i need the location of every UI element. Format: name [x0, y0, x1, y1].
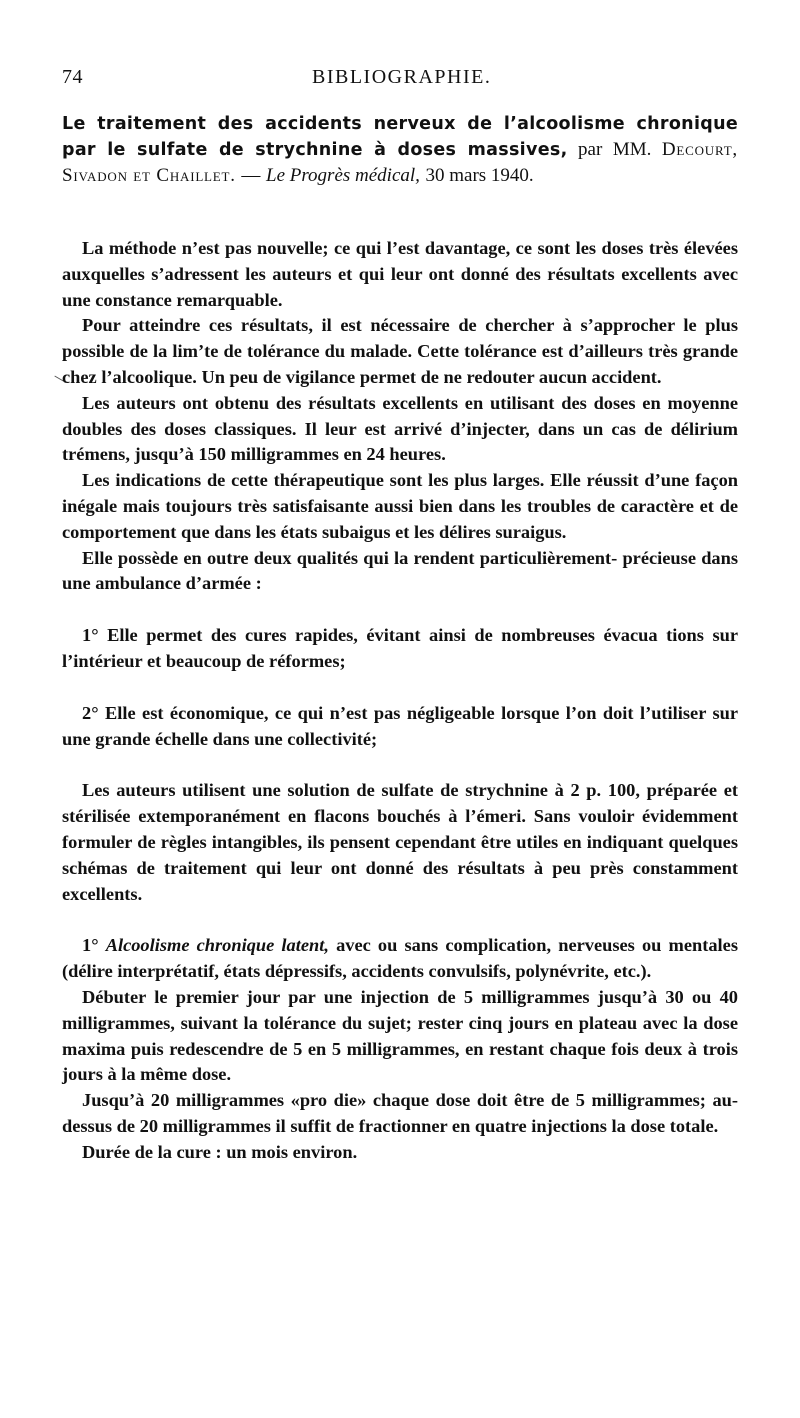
paragraph-tolerance: Pour atteindre ces résultats, il est nécessaire de chercher à s’approcher le plus possible de la lim’te de tolérance du malade. Cette tolérance est d’ailleurs très grande chez l’alcoolique. Un peu de vigilance permet de ne redouter aucun accident. [62, 315, 738, 387]
case-label: Alcoolisme chronique latent, [105, 935, 329, 956]
paragraph-indications: Les indications de cette thérapeutique sont les plus larges. Elle réussit d’une façon inégale mais toujours très satisfaisante aussi bien dans les troubles de caractère et de comportement que dans les états subaigus et les délires suraigus. [62, 470, 738, 542]
list-item-rapid-cures: 1° Elle permet des cures rapides, évitant ainsi de nombreuses évacua tions sur l’intérieur et beaucoup de réformes; [62, 625, 738, 671]
heading-dash: — [241, 165, 261, 186]
authors-prefix: MM. [612, 139, 652, 160]
paragraph-dose-fractioning: Jusqu’à 20 milligrammes «pro die» chaque dose doit être de 5 milligrammes; au-dessus de 20 milligrammes il suffit de fractionner en quatre injections la dose totale. [62, 1090, 738, 1136]
list-item-economic: 2° Elle est économique, ce qui n’est pas négligeable lorsque l’on doit l’utiliser sur une grande échelle dans une collectivité; [62, 702, 738, 749]
paragraph-dosage-schedule: Débuter le premier jour par une injection de 5 milligrammes jusqu’à 30 ou 40 milligrammes, suivant la tolérance du sujet; rester cinq jours en plateau avec la dose maxima puis redescendre de 5 en 5 milligrammes, en restant chaque fois deux à trois jours à la même dose. [62, 986, 738, 1085]
paragraph-qualities: Elle possède en outre deux qualités qui la rendent particulièrement- précieuse dans une ambulance d’armée : [62, 547, 738, 594]
paragraph-solution: Les auteurs utilisent une solution de sulfate de strychnine à 2 p. 100, préparée et stérilisée extemporanément en flacons bouchés à l’émeri. Sans vouloir évidemment formuler de règles intangibles, ils pensent cependant être utiles en indiquant quelques schémas de traitement qui leur ont donné des résultats à peu près constamment excellents. [62, 780, 738, 904]
article-title-par: par [578, 139, 603, 160]
case-number: 1° [82, 935, 99, 956]
publication-date: 30 mars 1940. [425, 165, 534, 186]
journal-name: Le Progrès médical, [266, 165, 420, 186]
article-body [62, 236, 738, 1166]
article-heading [62, 112, 738, 189]
article-title: Le traitement des accidents nerveux de l’alcoolisme chronique par le sulfate de strychnine à doses massives, [62, 114, 738, 160]
page-number: 74 [62, 66, 83, 88]
article-authors: Decourt, Sivadon et Chaillet. [62, 139, 738, 186]
paragraph-duration: Durée de la cure : un mois environ. [82, 1141, 358, 1162]
paragraph-results: Les auteurs ont obtenu des résultats excellents en utilisant des doses en moyenne doubles des doses classiques. Il leur est arrivé d’injecter, dans un cas de délirium trémens, jusqu’à 150 milligrammes en 24 heures. [62, 392, 738, 465]
page-header [62, 66, 738, 94]
case-chronic-latent [62, 933, 738, 985]
case-text: avec ou sans complication, nerveuses ou mentales (délire interprétatif, états dépressifs, accidents convulsifs, polynévrite, etc.). [62, 935, 738, 982]
paragraph-method: La méthode n’est pas nouvelle; ce qui l’est davantage, ce sont les doses très élevées auxquelles s’adressent les auteurs et qui leur ont donné des résultats excellents avec une constance remarquable. [62, 238, 738, 310]
running-title: BIBLIOGRAPHIE. [312, 66, 492, 88]
